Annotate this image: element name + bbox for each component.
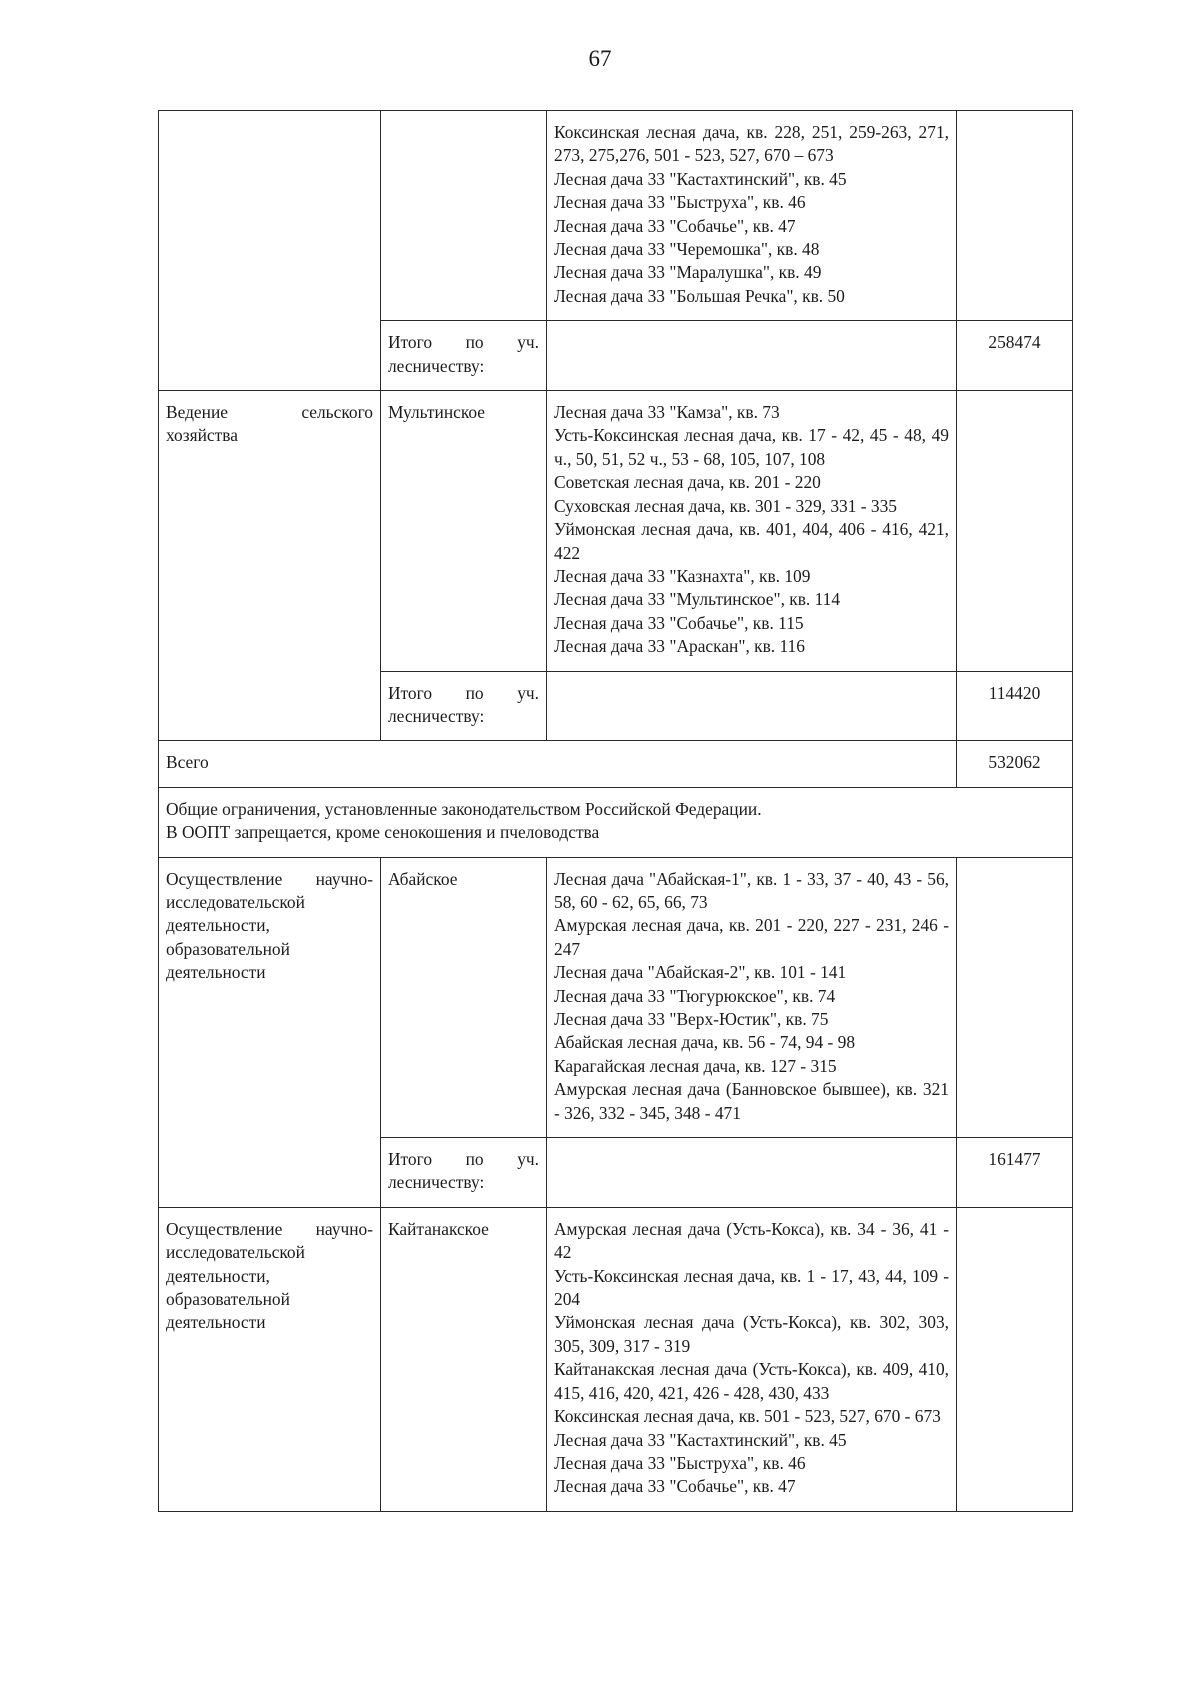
location-line: Лесная дача 33 "Араскан", кв. 116 xyxy=(554,636,805,657)
subtotal-value: 258474 xyxy=(957,321,1073,391)
total-row xyxy=(159,741,1073,787)
location-line: Суховская лесная дача, кв. 301 - 329, 331 - 335 xyxy=(554,495,897,516)
activity-cell: Осуществление научно-исследовательской деятельности, образовательной деятельности xyxy=(159,857,381,1207)
forestry-cell: Кайтанакское xyxy=(381,1207,547,1511)
location-line: Амурская лесная дача (Банновское бывшее), кв. 321 - 326, 332 - 345, 348 - 471 xyxy=(554,1079,949,1123)
location-line: Лесная дача 33 "Собачье", кв. 115 xyxy=(554,612,804,633)
area-cell xyxy=(957,857,1073,1137)
locations-cell-empty xyxy=(547,1138,957,1208)
location-line: Уймонская лесная дача (Усть-Кокса), кв. 302, 303, 305, 309, 317 - 319 xyxy=(554,1312,949,1356)
location-line: Коксинская лесная дача, кв. 501 - 523, 527, 670 - 673 xyxy=(554,1406,941,1427)
table-row xyxy=(159,391,1073,671)
area-cell xyxy=(957,1207,1073,1511)
subtotal-label-line2: лесничеству: xyxy=(388,705,485,726)
location-line: Лесная дача 33 "Быструха", кв. 46 xyxy=(554,192,806,213)
forestry-cell: Мультинское xyxy=(381,391,547,671)
subtotal-label xyxy=(381,321,547,391)
locations-cell xyxy=(547,1207,957,1511)
subtotal-label-line1: Итого по уч. xyxy=(388,1149,539,1170)
forestry-cell xyxy=(381,111,547,321)
location-line: Лесная дача 33 "Камза", кв. 73 xyxy=(554,402,780,423)
subtotal-label-line2: лесничеству: xyxy=(388,1172,485,1193)
location-line: Лесная дача 33 "Быструха", кв. 46 xyxy=(554,1452,806,1473)
location-line: Кайтанакская лесная дача (Усть-Кокса), кв. 409, 410, 415, 416, 420, 421, 426 - 428, 430, 433 xyxy=(554,1359,949,1403)
page-number: 67 xyxy=(588,46,612,71)
location-line: Лесная дача "Абайская-1", кв. 1 - 33, 37 - 40, 43 - 56, 58, 60 - 62, 65, 66, 73 xyxy=(554,868,949,912)
restrictions-cell xyxy=(159,787,1073,857)
location-line: Лесная дача 33 "Маралушка", кв. 49 xyxy=(554,262,822,283)
location-line: Усть-Коксинская лесная дача, кв. 17 - 42, 45 - 48, 49 ч., 50, 51, 52 ч., 53 - 68, 105, 107, 108 xyxy=(554,425,949,469)
locations-cell-empty xyxy=(547,671,957,741)
restrictions-line2: В ООПТ запрещается, кроме сенокошения и пчеловодства xyxy=(166,822,600,843)
restrictions-line1: Общие ограничения, установленные законодательством Российской Федерации. xyxy=(166,798,762,819)
location-line: Усть-Коксинская лесная дача, кв. 1 - 17, 43, 44, 109 - 204 xyxy=(554,1265,949,1310)
location-line: Лесная дача "Абайская-2", кв. 101 - 141 xyxy=(554,962,847,983)
location-line: Лесная дача 33 "Тюгурюкское", кв. 74 xyxy=(554,985,836,1006)
locations-cell xyxy=(547,111,957,321)
locations-cell xyxy=(547,391,957,671)
subtotal-value: 114420 xyxy=(957,671,1073,741)
subtotal-label xyxy=(381,671,547,741)
location-line: Амурская лесная дача, кв. 201 - 220, 227 - 231, 246 - 247 xyxy=(554,915,949,959)
location-line: Советская лесная дача, кв. 201 - 220 xyxy=(554,472,821,493)
total-label: Всего xyxy=(159,741,957,787)
subtotal-label-line1: Итого по уч. xyxy=(388,332,539,353)
subtotal-label xyxy=(381,1138,547,1208)
location-line: Лесная дача 33 "Верх-Юстик", кв. 75 xyxy=(554,1009,829,1029)
area-cell xyxy=(957,391,1073,671)
forestry-cell: Абайское xyxy=(381,857,547,1137)
location-line: Абайская лесная дача, кв. 56 - 74, 94 - 98 xyxy=(554,1032,856,1053)
location-line: Уймонская лесная дача, кв. 401, 404, 406 - 416, 421, 422 xyxy=(554,519,949,563)
locations-cell-empty xyxy=(547,321,957,391)
location-line: Лесная дача 33 "Казнахта", кв. 109 xyxy=(554,565,811,586)
location-line: Лесная дача 33 "Мультинское", кв. 114 xyxy=(554,589,841,610)
location-line: Коксинская лесная дача, кв. 228, 251, 259-263, 271, 273, 275,276, 501 - 523, 527, 670 – 673 xyxy=(554,122,949,166)
location-line: Амурская лесная дача (Усть-Кокса), кв. 34 - 36, 41 - 42 xyxy=(554,1218,949,1263)
area-cell xyxy=(957,111,1073,321)
forest-zones-table xyxy=(158,110,1073,1512)
location-line: Лесная дача 33 "Кастахтинский", кв. 45 xyxy=(554,168,847,189)
location-line: Лесная дача 33 "Черемошка", кв. 48 xyxy=(554,239,820,260)
activity-cell: Ведение сельского хозяйства xyxy=(159,391,381,741)
subtotal-label-line2: лесничеству: xyxy=(388,355,485,376)
restrictions-row xyxy=(159,787,1073,857)
activity-cell xyxy=(159,111,381,391)
subtotal-value: 161477 xyxy=(957,1138,1073,1208)
total-value: 532062 xyxy=(957,741,1073,787)
location-line: Лесная дача 33 "Собачье", кв. 47 xyxy=(554,1476,796,1497)
table-row xyxy=(159,111,1073,321)
locations-cell xyxy=(547,857,957,1137)
location-line: Карагайская лесная дача, кв. 127 - 315 xyxy=(554,1055,837,1076)
location-line: Лесная дача 33 "Большая Речка", кв. 50 xyxy=(554,285,845,306)
location-line: Лесная дача 33 "Кастахтинский", кв. 45 xyxy=(554,1429,847,1450)
table-row xyxy=(159,1207,1073,1511)
table-row xyxy=(159,857,1073,1137)
subtotal-label-line1: Итого по уч. xyxy=(388,682,539,703)
activity-cell: Осуществление научно-исследовательской деятельности, образовательной деятельности xyxy=(159,1207,381,1511)
location-line: Лесная дача 33 "Собачье", кв. 47 xyxy=(554,215,796,236)
